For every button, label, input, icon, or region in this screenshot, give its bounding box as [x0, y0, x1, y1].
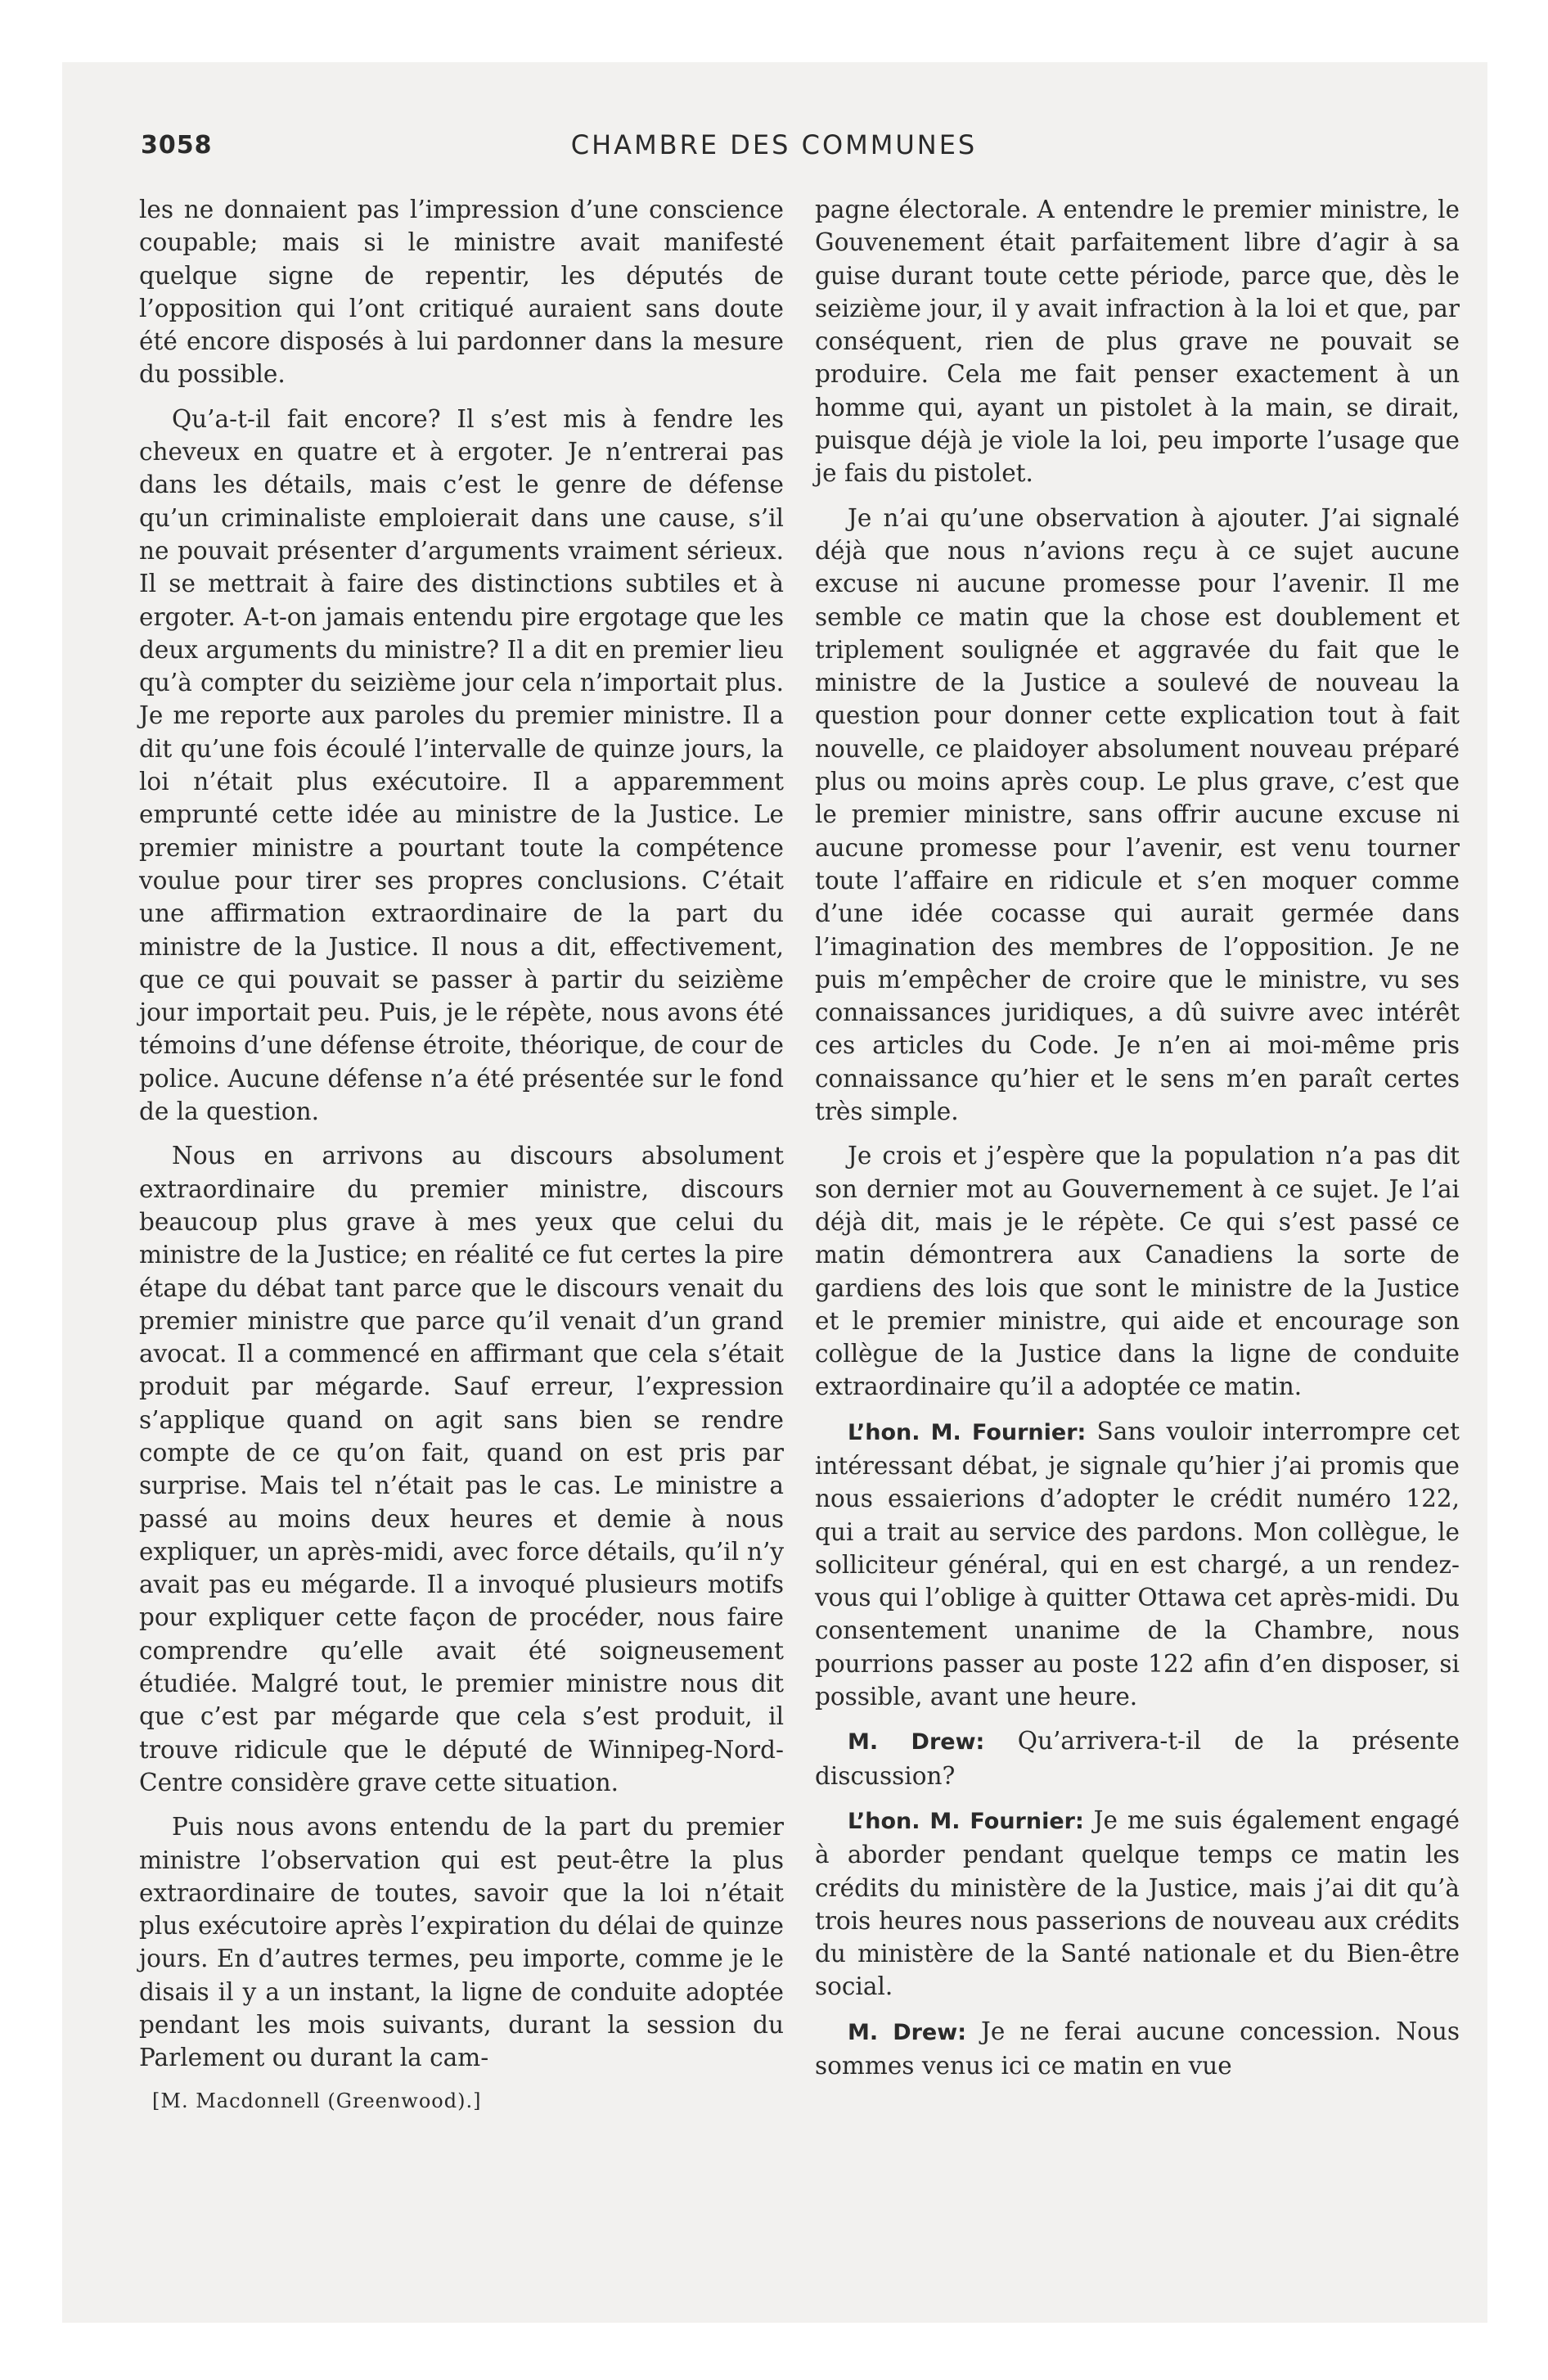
speech-paragraph — [815, 1804, 1460, 2004]
speech-text: Je me suis également engagé à aborder pendant quelque temps ce matin les crédits du ministère de la Justice, mais j’ai dit qu’à trois heures nous passerions de nouveau aux crédits du ministère de la Santé nationale et du Bien-être social. — [815, 1805, 1460, 2001]
paragraph: Puis nous avons entendu de la part du premier ministre l’observation qui est peut-être la plus extraordinaire de toutes, savoir que la loi n’était plus exécutoire après l’expiration du délai de quinze jours. En d’autres termes, peu importe, comme je le disais il y a un instant, la ligne de conduite adoptée pendant les mois suivants, durant la session du Parlement ou durant la cam- — [139, 1813, 784, 2072]
speech-paragraph — [815, 1724, 1460, 1792]
left-column — [139, 193, 784, 2086]
paragraph: Qu’a-t-il fait encore? Il s’est mis à fendre les cheveux en quatre et à ergoter. Je n’entrerai pas dans les détails, mais c’est le genre de défense qu’un criminaliste emploierait dans une cause, s’il ne pouvait présenter d’arguments vraiment sérieux. Il se mettrait à faire des distinctions subtiles et à ergoter. A-t-on jamais entendu pire ergotage que les deux arguments du ministre? Il a dit en premier lieu qu’à compter du seizième jour cela n’importait plus. Je me reporte aux paroles du premier ministre. Il a dit qu’une fois écoulé l’intervalle de quinze jours, la loi n’était plus exécutoire. Il a apparemment emprunté cette idée au ministre de la Justice. Le premier ministre a pourtant toute la compétence voulue pour tirer ses propres conclusions. C’était une affirmation extraordinaire de la part du ministre de la Justice. Il nous a dit, effectivement, que ce qui pouvait se passer à partir du seizième jour importait peu. Puis, je le répète, nous avons été témoins d’une défense étroite, théorique, de cour de police. Aucune défense n’a été présentée sur le fond de la question. — [139, 404, 784, 1126]
page-number: 3058 — [141, 131, 213, 160]
paragraph: Je n’ai qu’une observation à ajouter. J’ai signalé déjà que nous n’avions reçu à ce sujet aucune excuse ni aucune promesse pour l’avenir. Il me semble ce matin que la chose est doublement et triplement soulignée et aggravée du fait que le ministre de la Justice a soulevé de nouveau la question pour donner cette explication tout à fait nouvelle, ce plaidoyer absolument nouveau préparé plus ou moins après coup. Le plus grave, c’est que le premier ministre, sans offrir aucune excuse ni aucune promesse pour l’avenir, est venu tourner toute l’affaire en ridicule et s’en moquer comme d’une idée cocasse qui aurait germée dans l’imagination des membres de l’opposition. Je ne puis m’empêcher de croire que le ministre, vu ses connaissances juridiques, a dû suivre avec intérêt ces articles du Code. Je n’en ai moi-même pris connaissance qu’hier et le sens m’en paraît certes très simple. — [815, 503, 1460, 1126]
speaker-name: M. Drew: — [848, 1729, 985, 1756]
speaker-footnote: [M. Macdonnell (Greenwood).] — [152, 2089, 482, 2112]
speech-text: Qu’arrivera-t-il de la présente discussion? — [815, 1727, 1460, 1790]
speaker-name: M. Drew: — [848, 2019, 966, 2045]
paragraph: pagne électorale. A entendre le premier ministre, le Gouvenement était parfaitement libre d’agir à sa guise durant toute cette période, parce que, dès le seizième jour, il y avait infraction à la loi et que, par conséquent, rien de plus grave ne pouvait se produire. Cela me fait penser exactement à un homme qui, ayant un pistolet à la main, se dirait, puisque déjà je viole la loi, peu importe l’usage que je fais du pistolet. — [815, 196, 1460, 488]
speech-text: Je ne ferai aucune concession. Nous sommes venus ici ce matin en vue — [815, 2017, 1460, 2080]
paragraph: les ne donnaient pas l’impression d’une conscience coupable; mais si le ministre avait manifesté quelque signe de repentir, les députés de l’opposition qui l’ont critiqué auraient sans doute été encore disposés à lui pardonner dans la mesure du possible. — [139, 196, 784, 389]
right-column — [815, 193, 1460, 2094]
speech-text: Sans vouloir interrompre cet intéressant débat, je signale qu’hier j’ai promis que nous essaierions d’adopter le crédit numéro 122, qui a trait au service des pardons. Mon collègue, le solliciteur général, qui en est chargé, a un rendez-vous qui l’oblige à quitter Ottawa cet après-midi. Du consentement unanime de la Chambre, nous pourrions passer au poste 122 afin d’en disposer, si possible, avant une heure. — [815, 1417, 1460, 1711]
speaker-name: L’hon. M. Fournier: — [848, 1808, 1084, 1834]
speaker-name: L’hon. M. Fournier: — [848, 1419, 1087, 1445]
paragraph: Nous en arrivons au discours absolument extraordinaire du premier ministre, discours beaucoup plus grave à mes yeux que celui du ministre de la Justice; en réalité ce fut certes la pire étape du débat tant parce que le discours venait du premier ministre que parce qu’il venait d’un grand avocat. Il a commencé en affirmant que cela s’était produit par mégarde. Sauf erreur, l’expression s’applique quand on agit sans bien se rendre compte de ce qu’on fait, quand on est pris par surprise. Mais tel n’était pas le cas. Le ministre a passé au moins deux heures et demie à nous expliquer, un après-midi, avec force détails, qu’il n’y avait pas eu mégarde. Il a invoqué plusieurs motifs pour expliquer cette façon de procéder, nous faire comprendre qu’elle avait été soigneusement étudiée. Malgré tout, le premier ministre nous dit que c’est par mégarde que cela s’est produit, il trouve ridicule que le député de Winnipeg-Nord-Centre considère grave cette situation. — [139, 1142, 784, 1796]
speech-paragraph — [815, 2015, 1460, 2083]
speech-paragraph — [815, 1415, 1460, 1714]
paragraph: Je crois et j’espère que la population n’a pas dit son dernier mot au Gouvernement à ce sujet. Je l’ai déjà dit, mais je le répète. Ce qui s’est passé ce matin démontrera aux Canadiens la sorte de gardiens des lois que sont le ministre de la Justice et le premier ministre, qui aide et encourage son collègue de la Justice dans la ligne de conduite extraordinaire qu’il a adoptée ce matin. — [815, 1142, 1460, 1401]
running-head: CHAMBRE DES COMMUNES — [570, 129, 978, 160]
